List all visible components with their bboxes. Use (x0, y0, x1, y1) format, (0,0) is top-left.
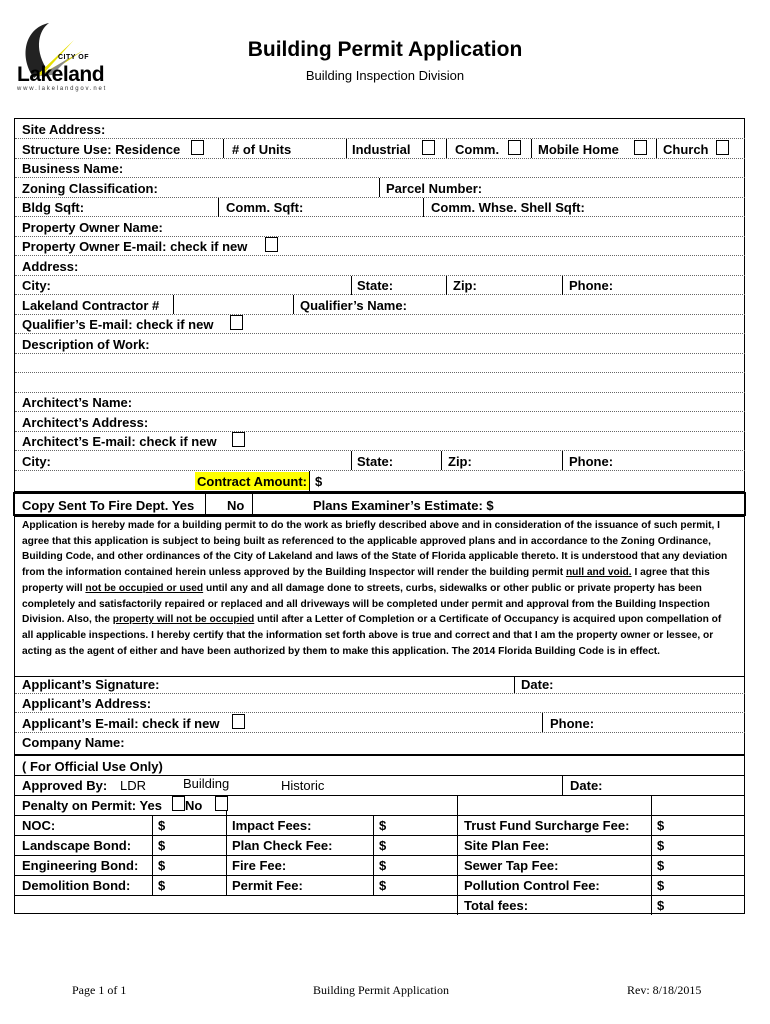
bldg-sqft-label: Bldg Sqft: (22, 200, 85, 215)
phone-label: Phone: (569, 278, 614, 293)
mobile-home-label: Mobile Home (538, 142, 619, 157)
col-line (346, 139, 347, 158)
approved-by-label: Approved By: (22, 778, 108, 793)
row-line (15, 236, 745, 237)
footer-rev: Rev: 8/18/2015 (627, 983, 702, 997)
row-line (15, 450, 745, 451)
logo-city-of: CITY OF (58, 54, 89, 61)
col-line (562, 276, 563, 295)
row-line (15, 470, 745, 471)
dollar-sign: $ (657, 898, 665, 913)
dollar-sign: $ (657, 878, 665, 893)
row-line (15, 693, 745, 694)
dollar-sign: $ (379, 838, 387, 853)
state2-label: State: (357, 454, 394, 469)
dollar-sign: $ (158, 878, 166, 893)
architect-address-label: Architect’s Address: (22, 415, 149, 430)
dollar-sign: $ (379, 878, 387, 893)
plans-estimate-label: Plans Examiner’s Estimate: $ (313, 498, 494, 513)
architect-name-label: Architect’s Name: (22, 395, 133, 410)
col-line (373, 815, 374, 895)
col-line (223, 139, 224, 158)
company-name-label: Company Name: (22, 735, 125, 750)
applicant-date-label: Date: (521, 677, 554, 692)
row-line (15, 775, 745, 776)
impact-fees-label: Impact Fees: (232, 818, 312, 833)
col-line (252, 494, 253, 515)
comm-checkbox[interactable] (508, 140, 521, 155)
zip-label: Zip: (453, 278, 477, 293)
site-address-label: Site Address: (22, 122, 106, 137)
fire-fee-label: Fire Fee: (232, 858, 287, 873)
col-line (542, 713, 543, 732)
declaration-text: Application is hereby made for a building permit to do the work as briefly described above and in consideration of the issuance of such permit, I agree that this application is subject to being built as referenced to the applicable approved plans and in accordance to the Zoning Ordinance, Building Code, and other ordinances of the City of Lakeland and laws of the State of Florida applicable thereto. It is understood that any deviation from the information contained herein unless approved by the Building Inspector will render the building permit null and void. I agree that this property will not be occupied or used until any and all damage done to streets, curbs, sidewalks or other public or private property has been completely and satisfactorily repaired or replaced and all driveways will be completed under permit and approval from the Building Inspection Division. Also, the property will not be occupied until after a Letter of Completion or a Certificate of Occupancy is acquired upon compellation of all applicable inspections. I hereby certify that the information set forth above is true and correct and that I am the property owner or lessee, or acting as the agent of either and have been authorized by them to make this application. The 2014 Florida Building Code is in effect. (22, 520, 728, 657)
logo-name: Lakeland (17, 63, 105, 86)
dollar-sign: $ (657, 838, 665, 853)
comm-whse-label: Comm. Whse. Shell Sqft: (431, 200, 585, 215)
architect-email-label: Architect’s E-mail: check if new (22, 434, 217, 449)
trust-fund-label: Trust Fund Surcharge Fee: (464, 818, 630, 833)
row-line (15, 392, 745, 393)
zip2-label: Zip: (448, 454, 472, 469)
row-line (15, 875, 745, 876)
engineering-bond-label: Engineering Bond: (22, 858, 139, 873)
noc-label: NOC: (22, 818, 56, 833)
sewer-tap-fee-label: Sewer Tap Fee: (464, 858, 559, 873)
penalty-no-label: No (185, 798, 203, 813)
col-line (457, 796, 458, 915)
church-checkbox[interactable] (716, 140, 729, 155)
owner-name-label: Property Owner Name: (22, 220, 163, 235)
landscape-bond-label: Landscape Bond: (22, 838, 132, 853)
comm-label: Comm. (455, 142, 500, 157)
applicant-email-checkbox[interactable] (232, 714, 245, 729)
dollar-sign: $ (158, 818, 166, 833)
col-line (651, 796, 652, 915)
qualifier-email-label: Qualifier’s E-mail: check if new (22, 317, 214, 332)
row-line (15, 835, 745, 836)
contractor-label: Lakeland Contractor # (22, 298, 160, 313)
city-label: City: (22, 278, 51, 293)
col-line (441, 451, 442, 470)
site-plan-fee-label: Site Plan Fee: (464, 838, 550, 853)
total-fees-label: Total fees: (464, 898, 529, 913)
contract-amount-label: Contract Amount: (197, 474, 308, 489)
row-line (15, 855, 745, 856)
business-name-label: Business Name: (22, 161, 124, 176)
qualifier-name-label: Qualifier’s Name: (300, 298, 407, 313)
penalty-label: Penalty on Permit: Yes (22, 798, 162, 813)
row-line (15, 431, 745, 432)
page-title: Building Permit Application (247, 38, 523, 61)
demolition-bond-label: Demolition Bond: (22, 878, 131, 893)
city2-label: City: (22, 454, 51, 469)
historic-label: Historic (281, 778, 325, 793)
qualifier-email-checkbox[interactable] (230, 315, 243, 330)
ldr-label: LDR (120, 778, 147, 793)
comm-sqft-label: Comm. Sqft: (226, 200, 304, 215)
footer-page: Page 1 of 1 (72, 983, 127, 997)
pollution-fee-label: Pollution Control Fee: (464, 878, 600, 893)
architect-email-checkbox[interactable] (232, 432, 245, 447)
row-line (15, 158, 745, 159)
mobile-home-checkbox[interactable] (634, 140, 647, 155)
applicant-signature-label: Applicant’s Signature: (22, 677, 160, 692)
row-line (15, 197, 745, 198)
row-line (15, 353, 745, 354)
footer-name: Building Permit Application (313, 983, 449, 997)
residence-checkbox[interactable] (191, 140, 204, 155)
col-line (656, 139, 657, 158)
col-line (351, 276, 352, 295)
phone2-label: Phone: (569, 454, 614, 469)
address-label: Address: (22, 259, 79, 274)
row-line (15, 138, 745, 139)
copy-sent-label: Copy Sent To Fire Dept. Yes (22, 498, 195, 513)
dollar-sign: $ (657, 818, 665, 833)
dollar-sign: $ (379, 858, 387, 873)
row-line (15, 294, 745, 295)
row-line (15, 712, 745, 713)
dollar-sign: $ (158, 838, 166, 853)
applicant-address-label: Applicant’s Address: (22, 696, 152, 711)
state-label: State: (357, 278, 394, 293)
permit-fee-label: Permit Fee: (232, 878, 303, 893)
row-line (15, 275, 745, 276)
church-label: Church (663, 142, 709, 157)
col-line (379, 178, 380, 197)
dollar-sign: $ (158, 858, 166, 873)
building-label: Building (183, 776, 230, 791)
applicant-email-label: Applicant’s E-mail: check if new (22, 716, 220, 731)
copy-sent-no: No (227, 498, 245, 513)
structure-use-label: Structure Use: Residence (22, 142, 181, 157)
industrial-label: Industrial (352, 142, 411, 157)
row-line (15, 815, 745, 816)
col-line (351, 451, 352, 470)
row-line (15, 177, 745, 178)
applicant-phone-label: Phone: (550, 716, 595, 731)
row-line (15, 795, 745, 796)
row-line (15, 754, 745, 756)
row-line (15, 895, 745, 896)
col-line (205, 494, 206, 515)
plan-check-fee-label: Plan Check Fee: (232, 838, 333, 853)
col-line (152, 815, 153, 895)
col-line (562, 776, 563, 795)
row-line (15, 333, 745, 334)
col-line (173, 295, 174, 314)
col-line (293, 295, 294, 314)
dollar-sign: $ (379, 818, 387, 833)
col-line (446, 139, 447, 158)
col-line (562, 451, 563, 470)
page-subtitle: Building Inspection Division (305, 68, 465, 83)
parcel-label: Parcel Number: (386, 181, 483, 196)
row-line (15, 255, 745, 256)
col-line (446, 276, 447, 295)
penalty-no-checkbox[interactable] (215, 796, 228, 811)
units-label: # of Units (232, 142, 292, 157)
col-line (423, 198, 424, 217)
logo-url: www.lakelandgov.net (17, 86, 108, 92)
official-date-label: Date: (570, 778, 603, 793)
contract-dollar: $ (315, 474, 323, 489)
col-line (218, 198, 219, 217)
col-line (309, 471, 310, 491)
col-line (531, 139, 532, 158)
industrial-checkbox[interactable] (422, 140, 435, 155)
zoning-label: Zoning Classification: (22, 181, 158, 196)
row-line (15, 216, 745, 217)
description-label: Description of Work: (22, 337, 150, 352)
row-line (15, 732, 745, 733)
row-line (15, 411, 745, 412)
dollar-sign: $ (657, 858, 665, 873)
owner-email-checkbox[interactable] (265, 237, 278, 252)
owner-email-label: Property Owner E-mail: check if new (22, 239, 248, 254)
official-use-heading: ( For Official Use Only) (22, 759, 163, 774)
row-line (15, 314, 745, 315)
penalty-yes-checkbox[interactable] (172, 796, 185, 811)
col-line (514, 677, 515, 693)
row-line (15, 372, 745, 373)
